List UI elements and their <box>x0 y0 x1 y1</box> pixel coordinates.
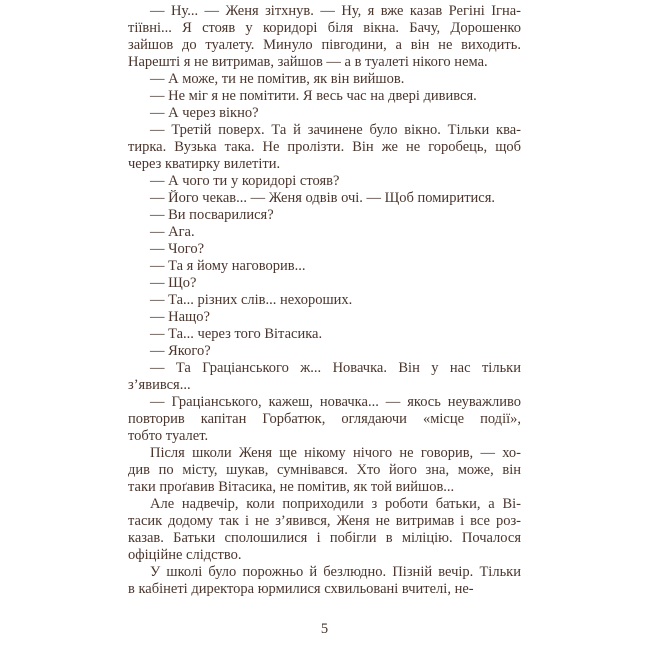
text-line: У школі було порожньо й безлюдно. Пізній вечір. Тільки <box>150 564 521 580</box>
text-line: — А може, ти не помітив, як він вийшов. <box>150 71 405 87</box>
text-line: — Третій поверх. Та й зачинене було вікно. Тільки ква- <box>150 122 521 138</box>
text-line: в кабінеті директора юрмилися схвильовані вчителі, не- <box>128 581 474 597</box>
text-line: — Нащо? <box>150 309 210 325</box>
text-line: — Не міг я не помітити. Я весь час на двері дивився. <box>150 88 477 104</box>
text-line: — Що? <box>150 275 197 291</box>
text-line: зайшов до туалету. Минуло півгодини, а він не виходить. <box>128 37 521 53</box>
text-line: — Ви посварилися? <box>150 207 274 223</box>
text-line: офіційне слідство. <box>128 547 242 563</box>
text-line: повторив капітан Горбатюк, оглядаючи «місце події», <box>128 411 521 427</box>
text-line: Після школи Женя ще нікому нічого не говорив, — хо- <box>150 445 521 461</box>
text-line: див по місту, шукав, сумнівався. Хто його зна, може, він <box>128 462 521 478</box>
text-line: — Якого? <box>150 343 211 359</box>
text-line: — Та Граціанського ж... Новачка. Він у нас тільки <box>150 360 521 376</box>
text-line: — Граціанського, кажеш, новачка... — якось неуважливо <box>150 394 521 410</box>
text-line: казав. Батьки сполошилися і побігли в міліцію. Почалося <box>128 530 521 546</box>
text-line: з’явився... <box>128 377 191 393</box>
text-line: — Та я йому наговорив... <box>150 258 306 274</box>
text-line: — Його чекав... — Женя одвів очі. — Щоб помиритися. <box>150 190 496 206</box>
text-line: через кватирку вилетіти. <box>128 156 281 172</box>
text-line: — Ага. <box>150 224 195 240</box>
text-line: — А чого ти у коридорі стояв? <box>150 173 340 189</box>
text-line: Нарешті я не витримав, зайшов — а в туалеті нікого нема. <box>128 54 488 70</box>
text-line: — А через вікно? <box>150 105 259 121</box>
text-line: тирка. Вузька така. Не пролізти. Він же не горобець, щоб <box>128 139 521 155</box>
text-line: — Та... через того Вітасика. <box>150 326 323 342</box>
text-line: тобто туалет. <box>128 428 209 444</box>
text-line: Але надвечір, коли поприходили з роботи батьки, а Ві- <box>150 496 521 512</box>
text-line: — Чого? <box>150 241 205 257</box>
page-text <box>128 3 521 598</box>
text-line: — Ну... — Женя зітхнув. — Ну, я вже казав Регіні Ігна- <box>150 3 521 19</box>
page-number: 5 <box>320 621 329 637</box>
text-line: тіївні... Я стояв у коридорі біля вікна. Бачу, Дорошенко <box>128 20 521 36</box>
text-line: таки проґавив Вітасика, не помітив, як той вийшов... <box>128 479 455 495</box>
text-line: — Та... різних слів... нехороших. <box>150 292 353 308</box>
text-line: тасик додому так і не з’явився, Женя не витримав і все роз- <box>128 513 521 529</box>
